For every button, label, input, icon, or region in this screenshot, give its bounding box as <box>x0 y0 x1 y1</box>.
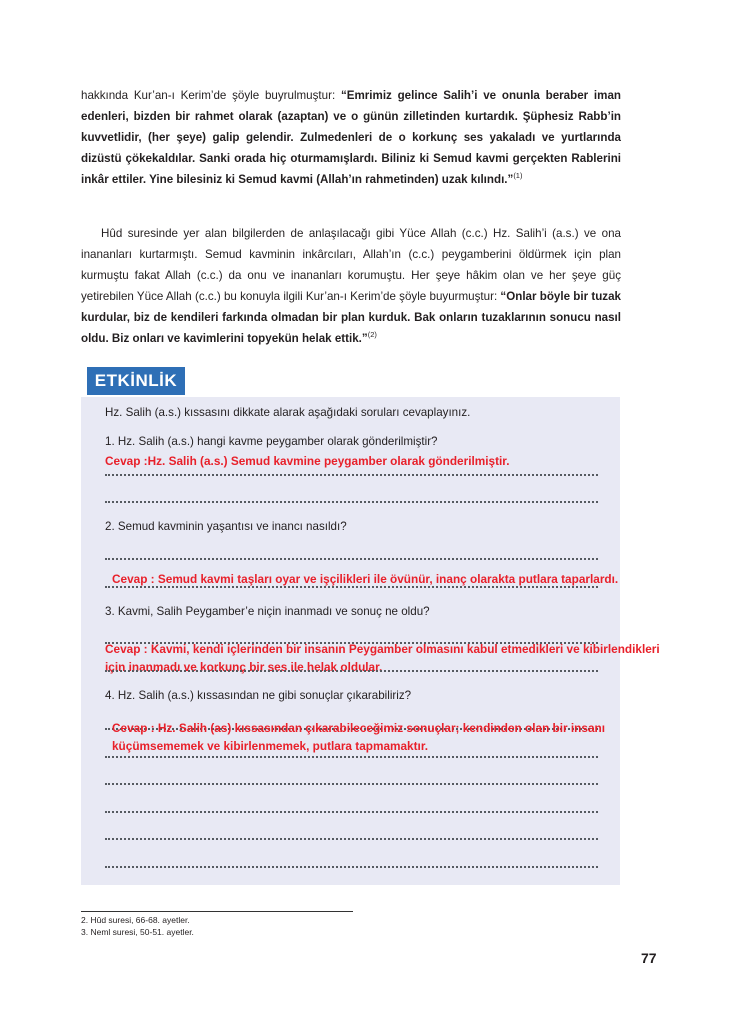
answer-2: Cevap : Semud kavmi taşları oyar ve işçilikleri ile övünür, inanç olarakta putlara taparlardı. <box>112 572 619 586</box>
quote-1: “Emrimiz gelince Salih’i ve onunla beraber iman edenleri, bizden bir rahmet olarak (azaptan) ve o günün zilletinden kurtardık. Şüphesiz Rabb’in kuvvetlidir, (her şeye) galip gelendir. Zulmedenleri de o korkunç ses yakaladı ve yurtlarında dizüstü çökekaldılar. Sanki orada hiç oturmamışlardı. Biliniz ki Semud kavmi gerçekten Rablerini inkâr ettiler. Yine bilesiniz ki Semud kavmi (Allah’ın rahmetinden) uzak kılındı.” <box>81 89 621 186</box>
ref-2: (2) <box>367 330 377 340</box>
answer-line <box>105 777 598 785</box>
question-1: 1. Hz. Salih (a.s.) hangi kavme peygamber olarak gönderilmiştir? <box>105 435 438 448</box>
answer-line <box>105 750 598 758</box>
quote-2: “Onlar böyle bir tuzak kurdular, biz de kendileri farkında olmadan bir plan kurduk. Bak onların tuzaklarının sonucu nasıl oldu. Biz onları ve kavimlerini topyekün helak ettik.” <box>81 290 621 345</box>
footnote-divider <box>81 911 353 912</box>
body-text: Hûd suresinde yer alan bilgilerden de anlaşılacağı gibi Yüce Allah (c.c.) Hz. Salih’i (a.s.) ve ona inananları kurtarmıştı. Semud kavminin inkârcıları, Allah’ın (c.c.) peygamberini öldürmek için plan kurmuştu fakat Allah (c.c.) da onu ve inananları korumuştu. Her şeye hâkim olan ve her şeye güç yetirebilen Yüce Allah (c.c.) bu konuyla ilgili Kur’an-ı Kerim’de şöyle buyurmuştur: <box>81 227 621 303</box>
intro-text: hakkında Kur’an-ı Kerim’de şöyle buyrulmuştur: <box>81 89 341 102</box>
ref-1: (1) <box>513 171 523 181</box>
answer-3-line-2: için inanmadı ve korkunç bir ses ile helak oldular. <box>105 660 383 674</box>
activity-instruction: Hz. Salih (a.s.) kıssasını dikkate alarak aşağıdaki soruları cevaplayınız. <box>105 406 471 419</box>
footnote-3: 3. Neml suresi, 50-51. ayetler. <box>81 927 194 937</box>
question-3: 3. Kavmi, Salih Peygamber’e niçin inanmadı ve sonuç ne oldu? <box>105 605 430 618</box>
answer-3-line-1: Cevap : Kavmi, kendi içlerinden bir insanın Peygamber olmasını kabul etmedikleri ve kibirlendikleri <box>105 642 660 656</box>
footnote-2: 2. Hûd suresi, 66-68. ayetler. <box>81 915 190 925</box>
answer-line <box>105 805 598 813</box>
activity-title: ETKİNLİK <box>87 367 185 395</box>
answer-line <box>105 580 598 588</box>
answer-4-line-2: küçümsememek ve kibirlenmemek, putlara tapmamaktır. <box>112 739 429 753</box>
answer-line <box>105 860 598 868</box>
answer-4-line-1: Cevap : Hz. Salih (as) kıssasından çıkarabileceğimiz sonuçlar; kendinden olan bir insanı <box>112 721 605 735</box>
answer-line <box>105 468 598 476</box>
question-4: 4. Hz. Salih (a.s.) kıssasından ne gibi sonuçlar çıkarabiliriz? <box>105 689 412 702</box>
page-number: 77 <box>641 950 657 966</box>
intro-paragraph <box>81 85 621 190</box>
answer-line <box>105 664 598 672</box>
answer-1: Cevap :Hz. Salih (a.s.) Semud kavmine peygamber olarak gönderilmiştir. <box>105 454 510 468</box>
answer-line <box>105 832 598 840</box>
answer-line <box>105 552 598 560</box>
answer-line <box>105 495 598 503</box>
body-paragraph <box>81 223 621 349</box>
question-2: 2. Semud kavminin yaşantısı ve inancı nasıldı? <box>105 520 347 533</box>
